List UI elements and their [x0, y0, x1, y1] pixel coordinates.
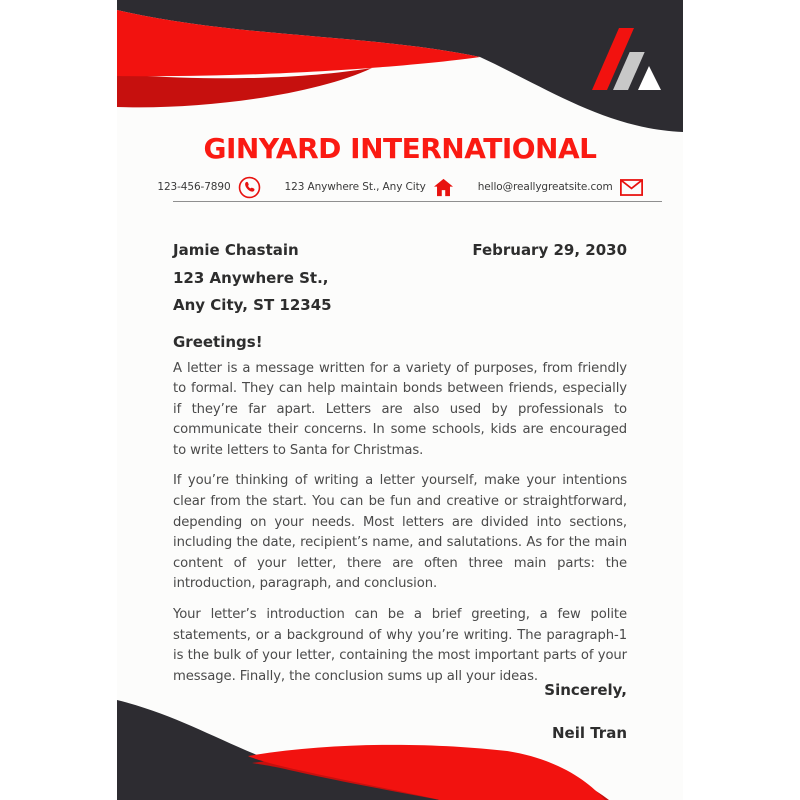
bottom-dark-wave	[117, 700, 440, 800]
header-divider	[173, 201, 662, 202]
phone-label: 123-456-7890	[157, 181, 231, 193]
recipient-address-line2: Any City, ST 12345	[173, 296, 332, 314]
contact-bar	[117, 173, 683, 201]
bottom-darkred-wave	[252, 753, 609, 800]
logo-white-triangle	[638, 66, 661, 90]
company-logo	[592, 28, 661, 90]
signature-block	[544, 683, 627, 741]
logo-gray-stripe	[613, 52, 645, 90]
contact-address	[285, 178, 454, 197]
top-red-wave	[117, 10, 480, 76]
letter-body	[173, 237, 627, 697]
salutation: Greetings!	[173, 332, 263, 351]
phone-icon	[238, 176, 261, 199]
bottom-red-wave	[248, 745, 605, 800]
company-title: GINYARD INTERNATIONAL	[203, 132, 597, 165]
recipient-block	[173, 237, 332, 320]
letter-date: February 29, 2030	[472, 241, 627, 259]
recipient-address-line1: 123 Anywhere St.,	[173, 268, 329, 287]
top-darkred-wave	[117, 68, 372, 107]
letter-page	[117, 0, 683, 800]
recipient-name: Jamie Chastain	[173, 241, 299, 259]
top-dark-wave	[117, 0, 683, 132]
email-icon	[620, 179, 643, 196]
paragraph-3: Your letter’s introduction can be a brief greeting, a few polite statements, or a background of why you’re writing. The paragraph-1 is the bulk of your letter, containing the most important parts of your message. Finally, the conclusion sums up all your ideas.	[173, 607, 627, 684]
logo-red-stripe	[592, 28, 634, 90]
paragraph-2: If you’re thinking of writing a letter yourself, make your intentions clear from the start. You can be fun and creative or straightforward, depending on your needs. Most letters are divided into sections, including the date, recipient’s name, and salutations. As for the main content of your letter, there are often three main parts: the introduction, paragraph, and conclusion.	[173, 473, 627, 592]
recipient-and-date-row	[173, 237, 627, 320]
paragraph-1: A letter is a message written for a variety of purposes, from friendly to formal. They can help maintain bonds between friends, especially if they’re far apart. Letters are also used by professionals to communicate their concerns. In some schools, kids are encouraged to write letters to Santa for Christmas.	[173, 360, 627, 458]
email-label: hello@reallygreatsite.com	[477, 181, 613, 193]
contact-email	[478, 179, 643, 196]
signature-name: Neil Tran	[551, 724, 627, 742]
closing: Sincerely,	[544, 681, 627, 699]
home-icon	[433, 178, 454, 197]
address-label: 123 Anywhere St., Any City	[284, 181, 426, 193]
letter-paragraphs	[173, 359, 627, 688]
contact-phone	[157, 176, 260, 199]
